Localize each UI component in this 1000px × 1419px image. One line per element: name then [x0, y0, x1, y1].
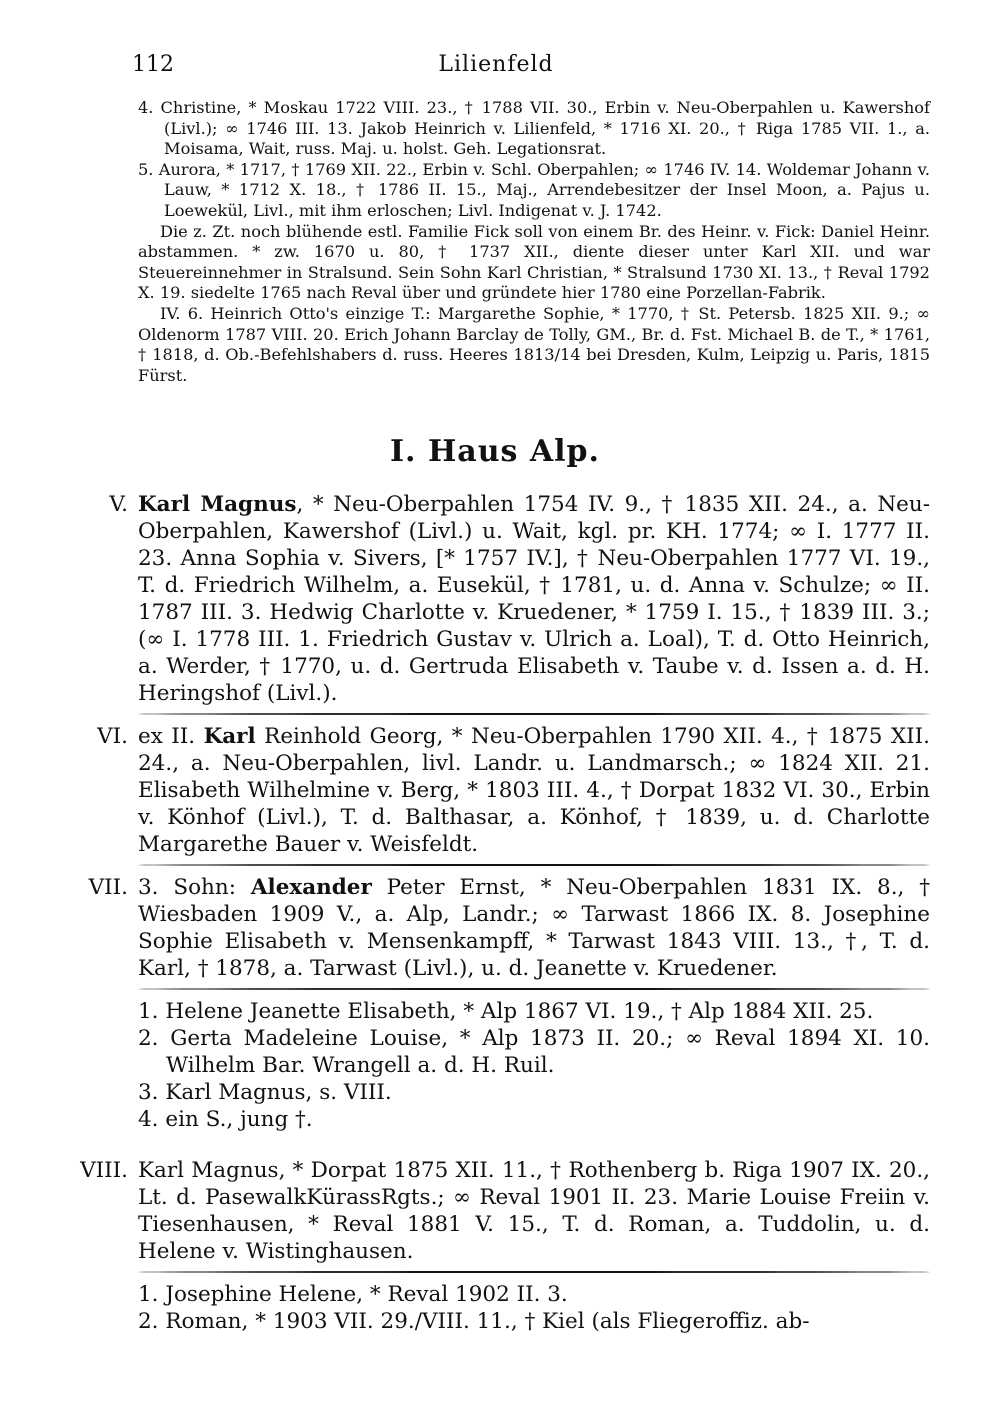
person-name: Karl Magnus — [138, 492, 297, 518]
generation-numeral: V. — [109, 492, 128, 518]
entry-details: , * Neu-Oberpahlen 1754 IV. 9., † 1835 XII. 24., a. Neu-Oberpahlen, Kawershof (Livl.) u. Wait, kgl. pr. KH. 1774; ∞ I. 1777 II. 23. Anna Sophia v. Sivers, [* 1757 IV.], † Neu-Oberpahlen 1777 VI. 19., T. d. Friedrich Wilhelm, a. Eusekül, † 1781, u. d. Anna v. Schulze; ∞ II. 1787 III. 3. Hedwig Charlotte v. Kruedener, * 1759 I. 15., † 1839 III. 3.; (∞ I. 1778 III. 1. Friedrich Gustav v. Ulrich a. Loal), T. d. Otto Heinrich, a. Werder, † 1770, u. d. Gertruda Elisabeth v. Taube v. d. Issen a. d. H. Heringshof (Livl.). — [138, 492, 930, 707]
entry-prefix: 3. Sohn: — [138, 875, 251, 901]
generation-numeral: VIII. — [80, 1158, 128, 1184]
generation-numeral: VII. — [88, 875, 128, 901]
entry-christine: 4. Christine, * Moskau 1722 VIII. 23., † 1788 VII. 30., Erbin v. Neu-Oberpahlen u. Kawershof (Livl.); ∞ 1746 III. 13. Jakob Heinrich v. Lilienfeld, * 1716 XI. 20., † Riga 1785 VII. 1., a. Moisama, Wait, russ. Maj. u. holst. Geh. Legationsrat. — [138, 98, 930, 159]
running-head — [60, 52, 930, 92]
list-item: 2. Gerta Madeleine Louise, * Alp 1873 II. 20.; ∞ Reval 1894 XI. 10. Wilhelm Bar. Wrangell a. d. H. Ruil. — [138, 1026, 930, 1079]
entry-text — [138, 723, 930, 858]
generation-entry — [60, 874, 930, 982]
note-fick-family: Die z. Zt. noch blühende estl. Familie Fick soll von einem Br. des Heinr. v. Fick: Daniel Heinr. abstammen. * zw. 1670 u. 80, † 1737 XII., diente dieser unter Karl XII. und war Steuereinnehmer in Stralsund. Sein Sohn Karl Christian, * Stralsund 1730 XI. 13., † Reval 1792 X. 19. siedelte 1765 nach Reval über und gründete hier 1780 eine Porzellan-Fabrik. — [138, 221, 930, 303]
generation-entry — [60, 491, 930, 707]
generation-entry — [60, 723, 930, 858]
person-name: Alexander — [250, 875, 372, 901]
spacer — [60, 1133, 930, 1157]
list-item: 2. Roman, * 1903 VII. 29./VIII. 11., † Kiel (als Fliegeroffiz. ab- — [138, 1309, 810, 1335]
entry-divider — [138, 864, 930, 866]
house-heading: I. Haus Alp. — [390, 434, 600, 470]
page-number: 112 — [132, 52, 174, 77]
generation-entry — [60, 1157, 930, 1265]
entry-details: Reinhold Georg, * Neu-Oberpahlen 1790 XII. 4., † 1875 XII. 24., a. Neu-Oberpahlen, livl. Landr. u. Landmarsch.; ∞ 1824 XII. 21. Elisabeth Wilhelmine v. Berg, * 1803 III. 4., † Dorpat 1832 VI. 30., Erbin v. Könhof (Livl.), T. d. Balthasar, a. Könhof, † 1839, u. d. Charlotte Margarethe Bauer v. Weisfeldt. — [138, 724, 930, 858]
note-margarethe-sophie: IV. 6. Heinrich Otto's einzige T.: Margarethe Sophie, * 1770, † St. Petersb. 1825 XII. 9.; ∞ Oldenorm 1787 VIII. 20. Erich Johann Barclay de Tolly, GM., Br. d. Fst. Michael B. de T., * 1761, † 1818, d. Ob.-Befehlshabers d. russ. Heeres 1813/14 bei Dresden, Kulm, Leipzig u. Paris, 1815 Fürst. — [138, 303, 930, 385]
entry-divider — [138, 713, 930, 715]
children-list — [60, 1281, 930, 1335]
entry-text: Karl Magnus, * Dorpat 1875 XII. 11., † Rothenberg b. Riga 1907 IX. 20., Lt. d. PasewalkKürassRgts.; ∞ Reval 1901 II. 23. Marie Louise Freiin v. Tiesenhausen, * Reval 1881 V. 15., T. d. Roman, a. Tuddolin, u. d. Helene v. Wistinghausen. — [138, 1158, 930, 1265]
entry-divider — [138, 988, 930, 990]
entry-prefix: ex II. — [138, 724, 204, 750]
entry-text — [138, 874, 930, 982]
list-item: 3. Karl Magnus, s. VIII. — [138, 1080, 392, 1106]
list-item: 1. Helene Jeanette Elisabeth, * Alp 1867 VI. 19., † Alp 1884 XII. 25. — [138, 999, 874, 1025]
entry-details: Peter Ernst, * Neu-Oberpahlen 1831 IX. 8., † Wiesbaden 1909 V., a. Alp, Landr.; ∞ Tarwast 1866 IX. 8. Josephine Sophie Elisabeth v. Mensenkampff, * Tarwast 1843 VIII. 13., †, T. d. Karl, † 1878, a. Tarwast (Livl.), u. d. Jeanette v. Kruedener. — [138, 875, 931, 982]
person-name: Karl — [203, 724, 256, 750]
list-item: 4. ein S., jung †. — [138, 1107, 313, 1133]
list-item: 1. Josephine Helene, * Reval 1902 II. 3. — [138, 1282, 568, 1308]
children-list — [60, 998, 930, 1133]
preceding-entries — [60, 98, 930, 386]
entry-divider — [138, 1271, 930, 1273]
entry-text — [138, 491, 930, 707]
entry-aurora: 5. Aurora, * 1717, † 1769 XII. 22., Erbin v. Schl. Oberpahlen; ∞ 1746 IV. 14. Woldemar Johann v. Lauw, * 1712 X. 18., † 1786 II. 15., Maj., Arrendebesitzer der Insel Moon, a. Pajus u. Loewekül, Livl., mit ihm erloschen; Livl. Indigenat v. J. 1742. — [138, 159, 930, 220]
generation-numeral: VI. — [97, 724, 128, 750]
running-title: Lilienfeld — [438, 52, 554, 77]
